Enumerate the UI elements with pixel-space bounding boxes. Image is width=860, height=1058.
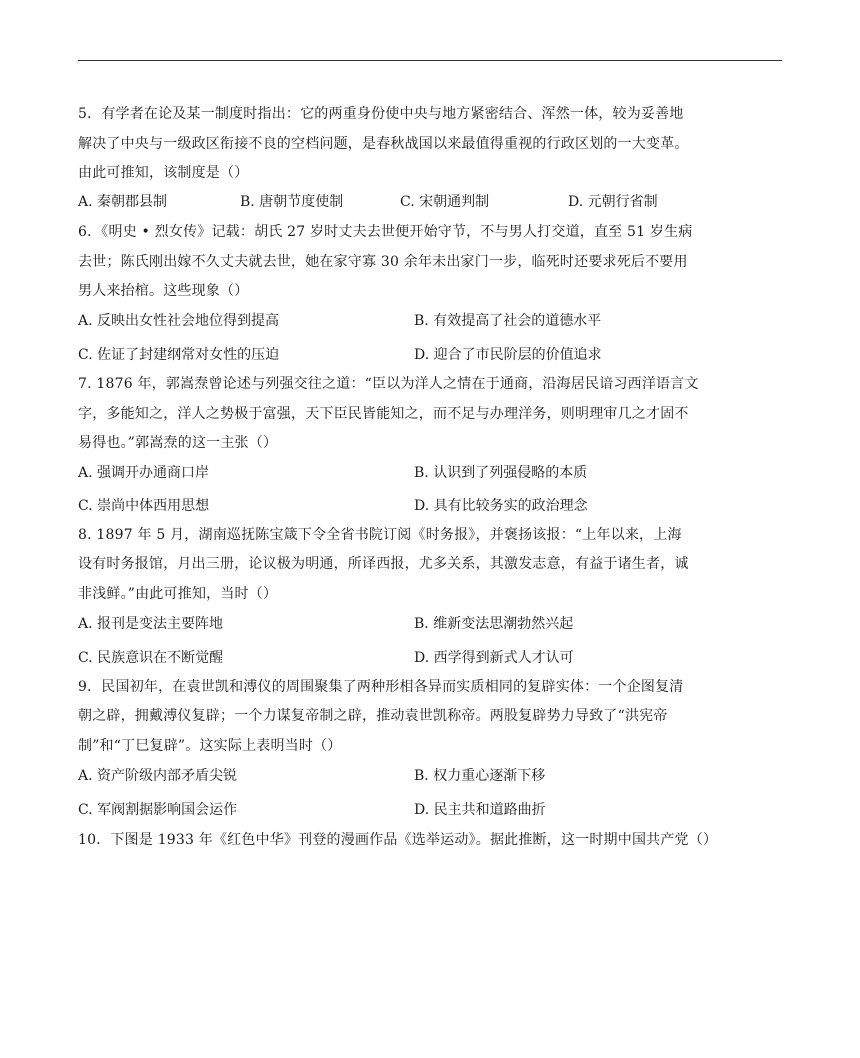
- question-7-line-2: 字，多能知之，洋人之势极于富强，天下臣民皆能知之，而不足与办理洋务，则明理审几之才固不: [78, 406, 689, 422]
- question-9-line-2: 朝之辟，拥戴溥仪复辟；一个力谋复帝制之辟，推动袁世凯称帝。两股复辟势力导致了“洪宪帝: [78, 708, 668, 724]
- question-6-line-3: 男人来抬棺。这些现象（）: [78, 283, 249, 299]
- option-5c[interactable]: C. 宋朝通判制: [400, 194, 490, 210]
- option-5d[interactable]: D. 元朝行省制: [568, 194, 658, 210]
- option-9a[interactable]: A. 资产阶级内部矛盾尖锐: [78, 768, 238, 784]
- option-9d[interactable]: D. 民主共和道路曲折: [414, 802, 546, 818]
- option-5a[interactable]: A. 秦朝郡县制: [78, 194, 168, 210]
- option-9c[interactable]: C. 军阀割据影响国会运作: [78, 802, 238, 818]
- option-5b[interactable]: B. 唐朝节度使制: [240, 194, 344, 210]
- option-6c[interactable]: C. 佐证了封建纲常对女性的压迫: [78, 347, 280, 363]
- question-7-line-3: 易得也。”郭嵩焘的这一主张（）: [78, 435, 278, 451]
- question-5-line-1: 5．有学者在论及某一制度时指出：它的两重身份使中央与地方紧密结合、浑然一体，较为妥善地: [78, 106, 684, 122]
- question-6-line-1: 6．《明史 • 烈女传》记载：胡氏 27 岁时丈夫去世便开始守节，不与男人打交道，直至 51 岁生病: [78, 224, 693, 240]
- option-7a[interactable]: A. 强调开办通商口岸: [78, 465, 210, 481]
- option-8c[interactable]: C. 民族意识在不断觉醒: [78, 650, 224, 666]
- question-9-line-3: 制”和“丁巳复辟”。这实际上表明当时（）: [78, 738, 342, 754]
- option-6a[interactable]: A. 反映出女性社会地位得到提高: [78, 313, 280, 329]
- option-8d[interactable]: D. 西学得到新式人才认可: [414, 650, 574, 666]
- option-8a[interactable]: A. 报刊是变法主要阵地: [78, 616, 224, 632]
- question-6-line-2: 去世；陈氏刚出嫁不久丈夫就去世，她在家守寡 30 余年未出家门一步，临死时还要求死后不要用: [78, 254, 688, 270]
- question-7-line-1: 7. 1876 年，郭嵩焘曾论述与列强交往之道：“臣以为洋人之情在于通商，沿海居民谙习西洋语言文: [78, 376, 699, 392]
- question-8-line-3: 非浅鲜。”由此可推知，当时（）: [78, 586, 278, 602]
- option-8b[interactable]: B. 维新变法思潮勃然兴起: [414, 616, 574, 632]
- option-6b[interactable]: B. 有效提高了社会的道德水平: [414, 313, 602, 329]
- option-7b[interactable]: B. 认识到了列强侵略的本质: [414, 465, 588, 481]
- option-6d[interactable]: D. 迎合了市民阶层的价值追求: [414, 347, 602, 363]
- option-7d[interactable]: D. 具有比较务实的政治理念: [414, 498, 588, 514]
- question-8-line-1: 8. 1897 年 5 月，湖南巡抚陈宝箴下令全省书院订阅《时务报》，并褒扬该报：“上年以来，上海: [78, 527, 682, 543]
- question-5-line-3: 由此可推知，该制度是（）: [78, 165, 249, 181]
- question-10-line-1: 10．下图是 1933 年《红色中华》刊登的漫画作品《选举运动》。据此推断，这一时期中国共产党（）: [78, 832, 718, 848]
- question-5-line-2: 解决了中央与一级政区衔接不良的空档问题，是春秋战国以来最值得重视的行政区划的一大变革。: [78, 136, 689, 152]
- option-9b[interactable]: B. 权力重心逐渐下移: [414, 768, 546, 784]
- option-7c[interactable]: C. 崇尚中体西用思想: [78, 498, 210, 514]
- question-9-line-1: 9．民国初年，在袁世凯和溥仪的周围聚集了两种形相各异而实质相同的复辟实体：一个企图复清: [78, 679, 684, 695]
- header-rule: [78, 60, 782, 61]
- question-8-line-2: 设有时务报馆，月出三册，论议极为明通，所译西报，尤多关系，其激发志意，有益于诸生者，诚: [78, 556, 689, 572]
